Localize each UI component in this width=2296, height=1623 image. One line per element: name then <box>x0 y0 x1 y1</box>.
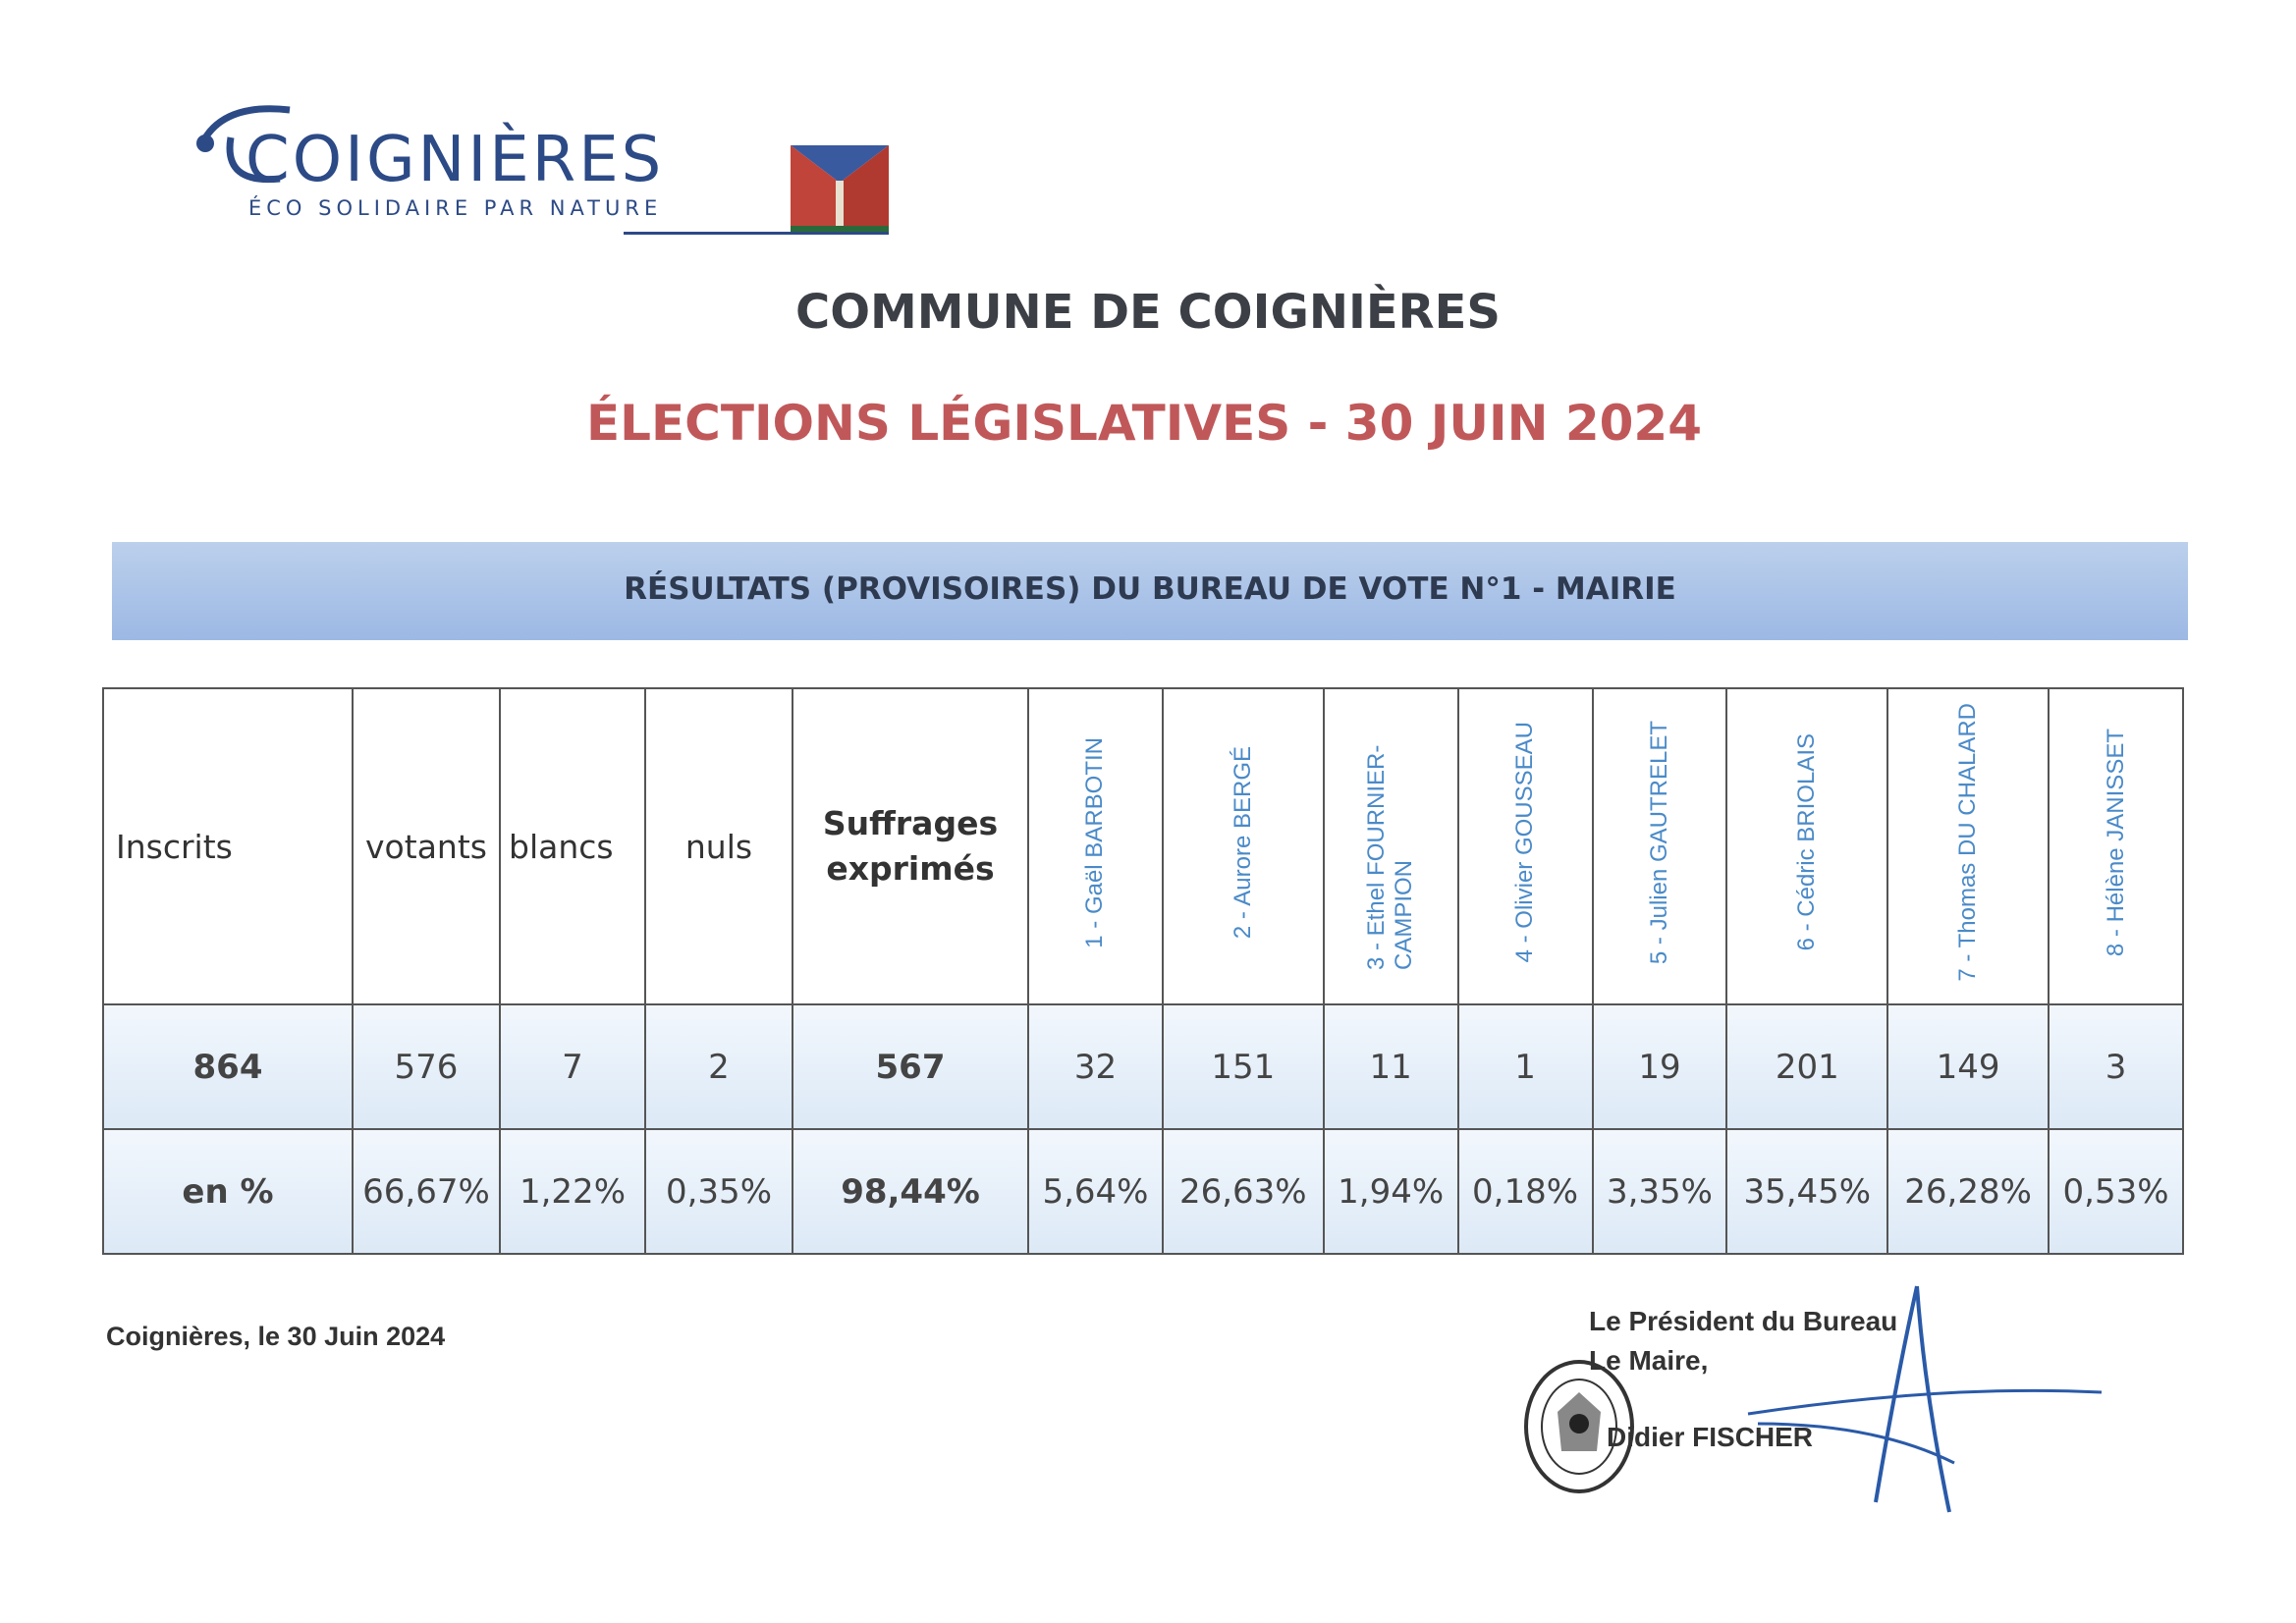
cell-nuls-pct: 0,35% <box>645 1129 793 1254</box>
cell-nuls: 2 <box>645 1004 793 1129</box>
cell-candidate-2-pct: 26,63% <box>1163 1129 1324 1254</box>
cell-inscrits: 864 <box>103 1004 353 1129</box>
results-banner <box>112 542 2188 640</box>
cell-percent-label: en % <box>103 1129 353 1254</box>
candidate-name: 3 - Ethel FOURNIER-CAMPION <box>1363 744 1418 970</box>
header-candidate-4 <box>1458 688 1593 1004</box>
header-blancs: blancs <box>500 688 645 1004</box>
header-candidate-5 <box>1593 688 1727 1004</box>
table-row-percent <box>103 1129 2183 1254</box>
logo-tagline: ÉCO SOLIDAIRE PAR NATURE <box>248 196 663 220</box>
logo-underline <box>624 232 889 238</box>
header-candidate-8 <box>2049 688 2183 1004</box>
cell-candidate-2: 151 <box>1163 1004 1324 1129</box>
cell-blancs: 7 <box>500 1004 645 1129</box>
election-title: ÉLECTIONS LÉGISLATIVES - 30 JUIN 2024 <box>585 395 1703 452</box>
cell-candidate-3: 11 <box>1324 1004 1458 1129</box>
cell-candidate-1: 32 <box>1028 1004 1163 1129</box>
cell-suffrages-pct: 98,44% <box>793 1129 1028 1254</box>
cell-votants: 576 <box>353 1004 500 1129</box>
table-header-row <box>103 688 2183 1004</box>
candidate-name: 1 - Gaël BARBOTIN <box>1081 736 1109 948</box>
candidate-name: 7 - Thomas DU CHALARD <box>1954 703 1982 982</box>
cell-candidate-8-pct: 0,53% <box>2049 1129 2183 1254</box>
cell-votants-pct: 66,67% <box>353 1129 500 1254</box>
commune-logo <box>191 98 899 245</box>
cell-blancs-pct: 1,22% <box>500 1129 645 1254</box>
logo-name: COIGNIÈRES <box>246 124 665 196</box>
table-row-counts <box>103 1004 2183 1129</box>
document-date: Coignières, le 30 Juin 2024 <box>106 1322 446 1351</box>
header-candidate-3 <box>1324 688 1458 1004</box>
cell-candidate-3-pct: 1,94% <box>1324 1129 1458 1254</box>
results-banner-text: RÉSULTATS (PROVISOIRES) DU BUREAU DE VOTE N°1 - MAIRIE <box>624 571 1676 607</box>
header-inscrits: Inscrits <box>103 688 353 1004</box>
cell-candidate-8: 3 <box>2049 1004 2183 1129</box>
cell-suffrages: 567 <box>793 1004 1028 1129</box>
candidate-name: 5 - Julien GAUTRELET <box>1645 720 1672 965</box>
official-stamp-icon <box>1520 1353 1648 1500</box>
handwritten-signature <box>1728 1276 2121 1532</box>
cell-candidate-1-pct: 5,64% <box>1028 1129 1163 1254</box>
maire-label: Le Maire, <box>1589 1345 1709 1376</box>
header-votants: votants <box>353 688 500 1004</box>
header-nuls: nuls <box>645 688 793 1004</box>
header-candidate-6 <box>1726 688 1887 1004</box>
cell-candidate-5-pct: 3,35% <box>1593 1129 1727 1254</box>
cell-candidate-5: 19 <box>1593 1004 1727 1129</box>
president-label: Le Président du Bureau <box>1589 1306 1898 1336</box>
cell-candidate-4-pct: 0,18% <box>1458 1129 1593 1254</box>
commune-title: COMMUNE DE COIGNIÈRES <box>795 285 1501 340</box>
candidate-name: 2 - Aurore BERGÉ <box>1229 745 1256 940</box>
coat-of-arms-icon <box>791 145 889 234</box>
cell-candidate-6: 201 <box>1726 1004 1887 1129</box>
header-suffrages: Suffrages exprimés <box>793 688 1028 1004</box>
candidate-name: 8 - Hélène JANISSET <box>2102 728 2129 957</box>
header-candidate-7 <box>1887 688 2049 1004</box>
cell-candidate-4: 1 <box>1458 1004 1593 1129</box>
candidate-name: 4 - Olivier GOUSSEAU <box>1511 722 1539 963</box>
header-candidate-2 <box>1163 688 1324 1004</box>
cell-candidate-7: 149 <box>1887 1004 2049 1129</box>
cell-candidate-7-pct: 26,28% <box>1887 1129 2049 1254</box>
header-candidate-1 <box>1028 688 1163 1004</box>
signatory-name: Didier FISCHER <box>1607 1422 1814 1452</box>
cell-candidate-6-pct: 35,45% <box>1726 1129 1887 1254</box>
candidate-name: 6 - Cédric BRIOLAIS <box>1793 733 1821 951</box>
results-table <box>102 687 2184 1255</box>
